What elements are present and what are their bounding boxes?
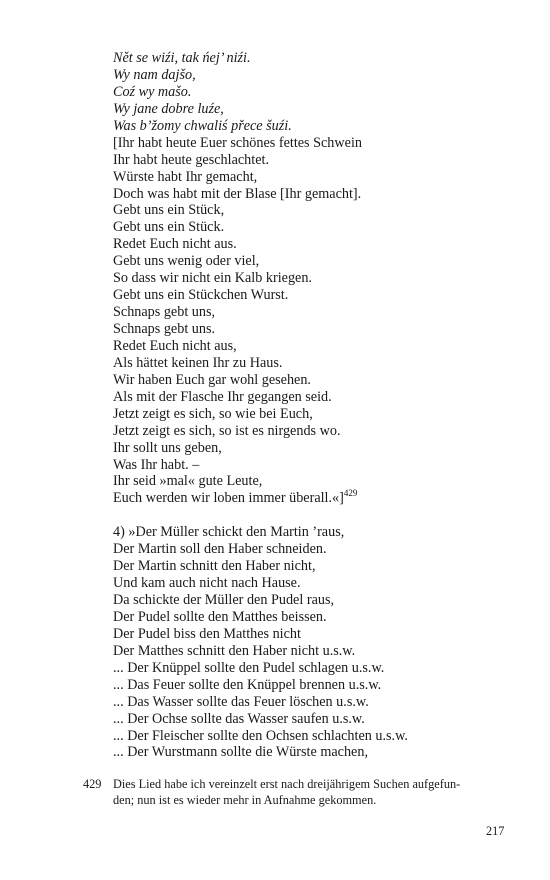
verse-german-translation: [113, 135, 513, 491]
footnote-line: den; nun ist es wieder mehr in Aufnahme gekommen.: [113, 792, 377, 807]
footnote-number: 429: [83, 777, 102, 791]
stanza-gap: [113, 507, 513, 524]
footnote-reference[interactable]: 429: [343, 488, 358, 499]
verse-line: 4) »Der Müller schickt den Martin ’raus,: [113, 524, 345, 541]
verse-line: Der Pudel sollte den Matthes beissen.: [113, 608, 327, 625]
verse-line-last-text: Euch werden wir loben immer überall.«]: [113, 490, 344, 507]
verse-line: Der Martin schnitt den Haber nicht,: [113, 558, 316, 575]
verse-line: Redet Euch nicht aus,: [113, 337, 237, 354]
verse-line-last: [113, 490, 513, 507]
verse-line: Was Ihr habt. –: [113, 456, 200, 473]
verse-line: ... Der Knüppel sollte den Pudel schlagen u.s.w.: [113, 659, 385, 676]
verse-line: Gebt uns ein Stückchen Wurst.: [113, 287, 289, 304]
verse-line: Würste habt Ihr gemacht,: [113, 168, 258, 185]
verse-line: Gebt uns ein Stück,: [113, 202, 225, 219]
verse-line: [Ihr habt heute Euer schönes fettes Schwein: [113, 134, 362, 151]
verse-line: Nět se wiźi, tak ńej’ niźi.: [113, 50, 251, 66]
verse-line: ... Das Feuer sollte den Knüppel brennen u.s.w.: [113, 676, 382, 693]
verse-line: Schnaps gebt uns,: [113, 304, 216, 321]
verse-wendish: [113, 50, 513, 135]
footnote-line: Dies Lied habe ich vereinzelt erst nach dreijährigem Suchen aufgefun-: [113, 777, 461, 791]
verse-line: ... Der Fleischer sollte den Ochsen schlachten u.s.w.: [113, 727, 408, 744]
verse-line: Schnaps gebt uns.: [113, 321, 216, 337]
verse-line: Wy jane dobre luźe,: [113, 100, 224, 117]
verse-line: Gebt uns wenig oder viel,: [113, 253, 260, 270]
verse-line: Der Pudel biss den Matthes nicht: [113, 625, 301, 642]
verse-line: Da schickte der Müller den Pudel raus,: [113, 592, 335, 608]
verse-line: Der Matthes schnitt den Haber nicht u.s.w.: [113, 642, 356, 659]
verse-line: Redet Euch nicht aus.: [113, 236, 237, 253]
verse-line: Ihr seid »mal« gute Leute,: [113, 473, 263, 490]
verse-line: Ihr habt heute geschlachtet.: [113, 151, 269, 168]
verse-line: Und kam auch nicht nach Hause.: [113, 575, 301, 592]
verse-line: Was b’žomy chwaliś přece šuźi.: [113, 117, 292, 134]
verse-line: ... Der Wurstmann sollte die Würste machen,: [113, 744, 368, 761]
verse-line: ... Der Ochse sollte das Wasser saufen u.s.w.: [113, 710, 365, 727]
verse-line: Als hättet keinen Ihr zu Haus.: [113, 354, 283, 371]
verse-line: ... Das Wasser sollte das Feuer löschen u.s.w.: [113, 693, 369, 710]
footnote-text: [113, 777, 523, 808]
verse-text: [113, 50, 513, 761]
verse-mueller-song: [113, 524, 513, 761]
verse-line: So dass wir nicht ein Kalb kriegen.: [113, 270, 312, 287]
verse-line: Der Martin soll den Haber schneiden.: [113, 541, 327, 558]
verse-line: Coź wy mašo.: [113, 83, 192, 100]
verse-line: Wir haben Euch gar wohl gesehen.: [113, 371, 311, 388]
verse-line: Doch was habt mit der Blase [Ihr gemacht].: [113, 185, 362, 202]
verse-line: Gebt uns ein Stück.: [113, 219, 225, 236]
verse-line: Jetzt zeigt es sich, so ist es nirgends wo.: [113, 422, 341, 439]
verse-line: Ihr sollt uns geben,: [113, 439, 222, 456]
verse-line: Als mit der Flasche Ihr gegangen seid.: [113, 388, 332, 405]
page-number: 217: [486, 824, 505, 838]
verse-line: Wy nam dajšo,: [113, 66, 196, 83]
verse-line: Jetzt zeigt es sich, so wie bei Euch,: [113, 405, 313, 422]
